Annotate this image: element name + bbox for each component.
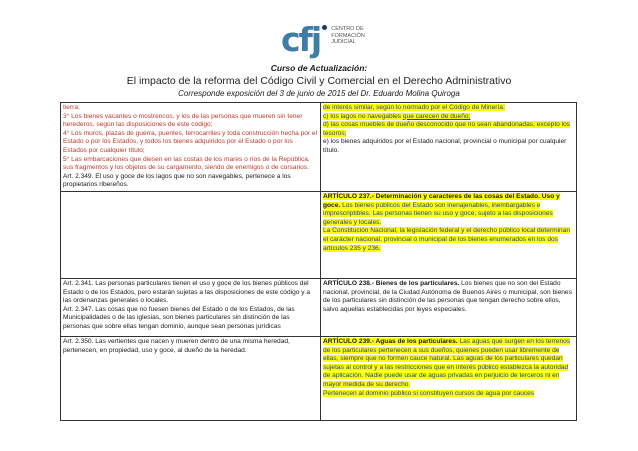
table-cell-old-code [61, 336, 321, 420]
article-text: La Constitución Nacional, la legislación federal y el derecho público local determinan el carácter nacional, provincial o municipal de los bienes enumerados en los dos artículos 235 y 236. [323, 227, 571, 252]
new-text-line: de interés similar, según lo normado por el Código de Minería; [323, 104, 505, 111]
old-text-line: Art. 2.347. Las cosas que no fuesen bienes del Estado o de los Estados, de las Municipalidades o de las iglesias, son bienes particulares sin distinción de las personas que sobre ellas tengan dominio, aunque sean personas jurídicas [63, 305, 295, 330]
logo-line-2: FORMACIÓN [331, 32, 365, 39]
table-cell-old-code [61, 191, 321, 278]
table-row [61, 336, 577, 420]
table-row [61, 278, 577, 336]
old-text-line: tierra; [63, 104, 80, 111]
article-text: Las aguas que surgen en los terrenos de los particulares pertenecen a sus dueños, quienes pueden usar libremente de ellas, siempre que no formen cauce natural. Las aguas de los particulares quedan sujetas al control y a las restricciones que en interés público establezca la autoridad de aplicación. Nadie puede usar de aguas privadas en perjuicio de terceros ni en mayor medida de su derecho. [323, 337, 571, 388]
logo-line-3: JUDICIAL [331, 39, 356, 45]
document-subtitle: Corresponde exposición del 3 de junio de 2015 del Dr. Eduardo Molina Quiroga [178, 89, 460, 98]
course-label: Curso de Actualización: [270, 63, 368, 73]
old-text-line: Art. 2.349. El uso y goce de los lagos que no son navegables, pertenece a los propietarios ribereños. [63, 172, 291, 189]
old-text-line: Art. 2.350. Las vertientes que nacen y mueren dentro de una misma heredad, pertenecen, en propiedad, uso y goce, al dueño de la heredad. [63, 337, 290, 354]
article-heading: ARTÍCULO 239.- Aguas de los particulares. [323, 337, 458, 345]
logo-line-1: CENTRO DE [331, 26, 364, 32]
old-text-line: Art. 2.341. Las personas particulares tienen el uso y goce de los bienes públicos del Estado o de los Estados, pero estarán sujetas a las disposiciones de este código y a las ordenanzas generales o locales. [63, 279, 311, 305]
logo-dot-icon [322, 25, 327, 30]
article-text: Los bienes que no son del Estado nacional, provincial, de la Ciudad Autónoma de Buenos Aires o municipal, son bienes de los particulares sin distinción de las personas que tengan derecho sobre ellos, salvo aquellas establecidas por leyes especiales. [323, 279, 572, 313]
table-row [61, 103, 577, 192]
article-heading: ARTÍCULO 237.- Determinación y caracteres de las cosas del Estado. Uso y goce. [323, 192, 560, 209]
table-cell-new-code [321, 336, 577, 420]
underlined-text: que carecen de dueño; [402, 112, 471, 120]
article-text: Pertenecen al dominio público si constituyen cursos de agua por cauces [323, 389, 535, 397]
logo-subtitle [331, 26, 365, 46]
cfj-logo [281, 22, 365, 62]
old-text-line: 4° Los muros, plazas de guerra, puentes, ferrocarriles y toda construcción hecha por el Estado o por los Estados, y todos los bienes adquiridos por el Estado o por los Estados por cualquier título; [63, 129, 318, 154]
table-cell-old-code [61, 278, 321, 336]
table-cell-new-code [321, 103, 577, 192]
table-cell-new-code [321, 191, 577, 278]
new-text-line: e) los bienes adquiridos por el Estado nacional, provincial o municipal por cualquier título. [323, 138, 567, 154]
comparison-table [60, 102, 577, 421]
old-text-line: 3° Los bienes vacantes o mostrencos, y los de las personas que mueren sin tener herederos, según las disposiciones de este código; [63, 112, 303, 129]
article-text: Los bienes públicos del Estado son inenajenables, inembargables e imprescriptibles. Las personas tienen su uso y goce, sujeto a las disposiciones generales y locales. [323, 201, 553, 226]
old-text-line: 5° Las embarcaciones que diesen en las costas de los mares o ríos de la República, sus fragmentos y los objetos de su cargamento, siendo de enemigos o de corsarios. [63, 155, 310, 172]
table-row [61, 191, 577, 278]
new-text-line: c) los lagos no navegables [323, 112, 403, 120]
document-header [0, 63, 638, 99]
article-heading: ARTÍCULO 238.- Bienes de los particulares. [323, 279, 460, 287]
logo-mark: cfj [281, 20, 321, 59]
document-title: El impacto de la reforma del Código Civil y Comercial en el Derecho Administrativo [126, 75, 512, 87]
table-cell-new-code [321, 278, 577, 336]
table-cell-old-code [61, 103, 321, 192]
new-text-line: d) las cosas muebles de dueño desconocido que no sean abandonadas, excepto los tesoros; [323, 121, 571, 137]
